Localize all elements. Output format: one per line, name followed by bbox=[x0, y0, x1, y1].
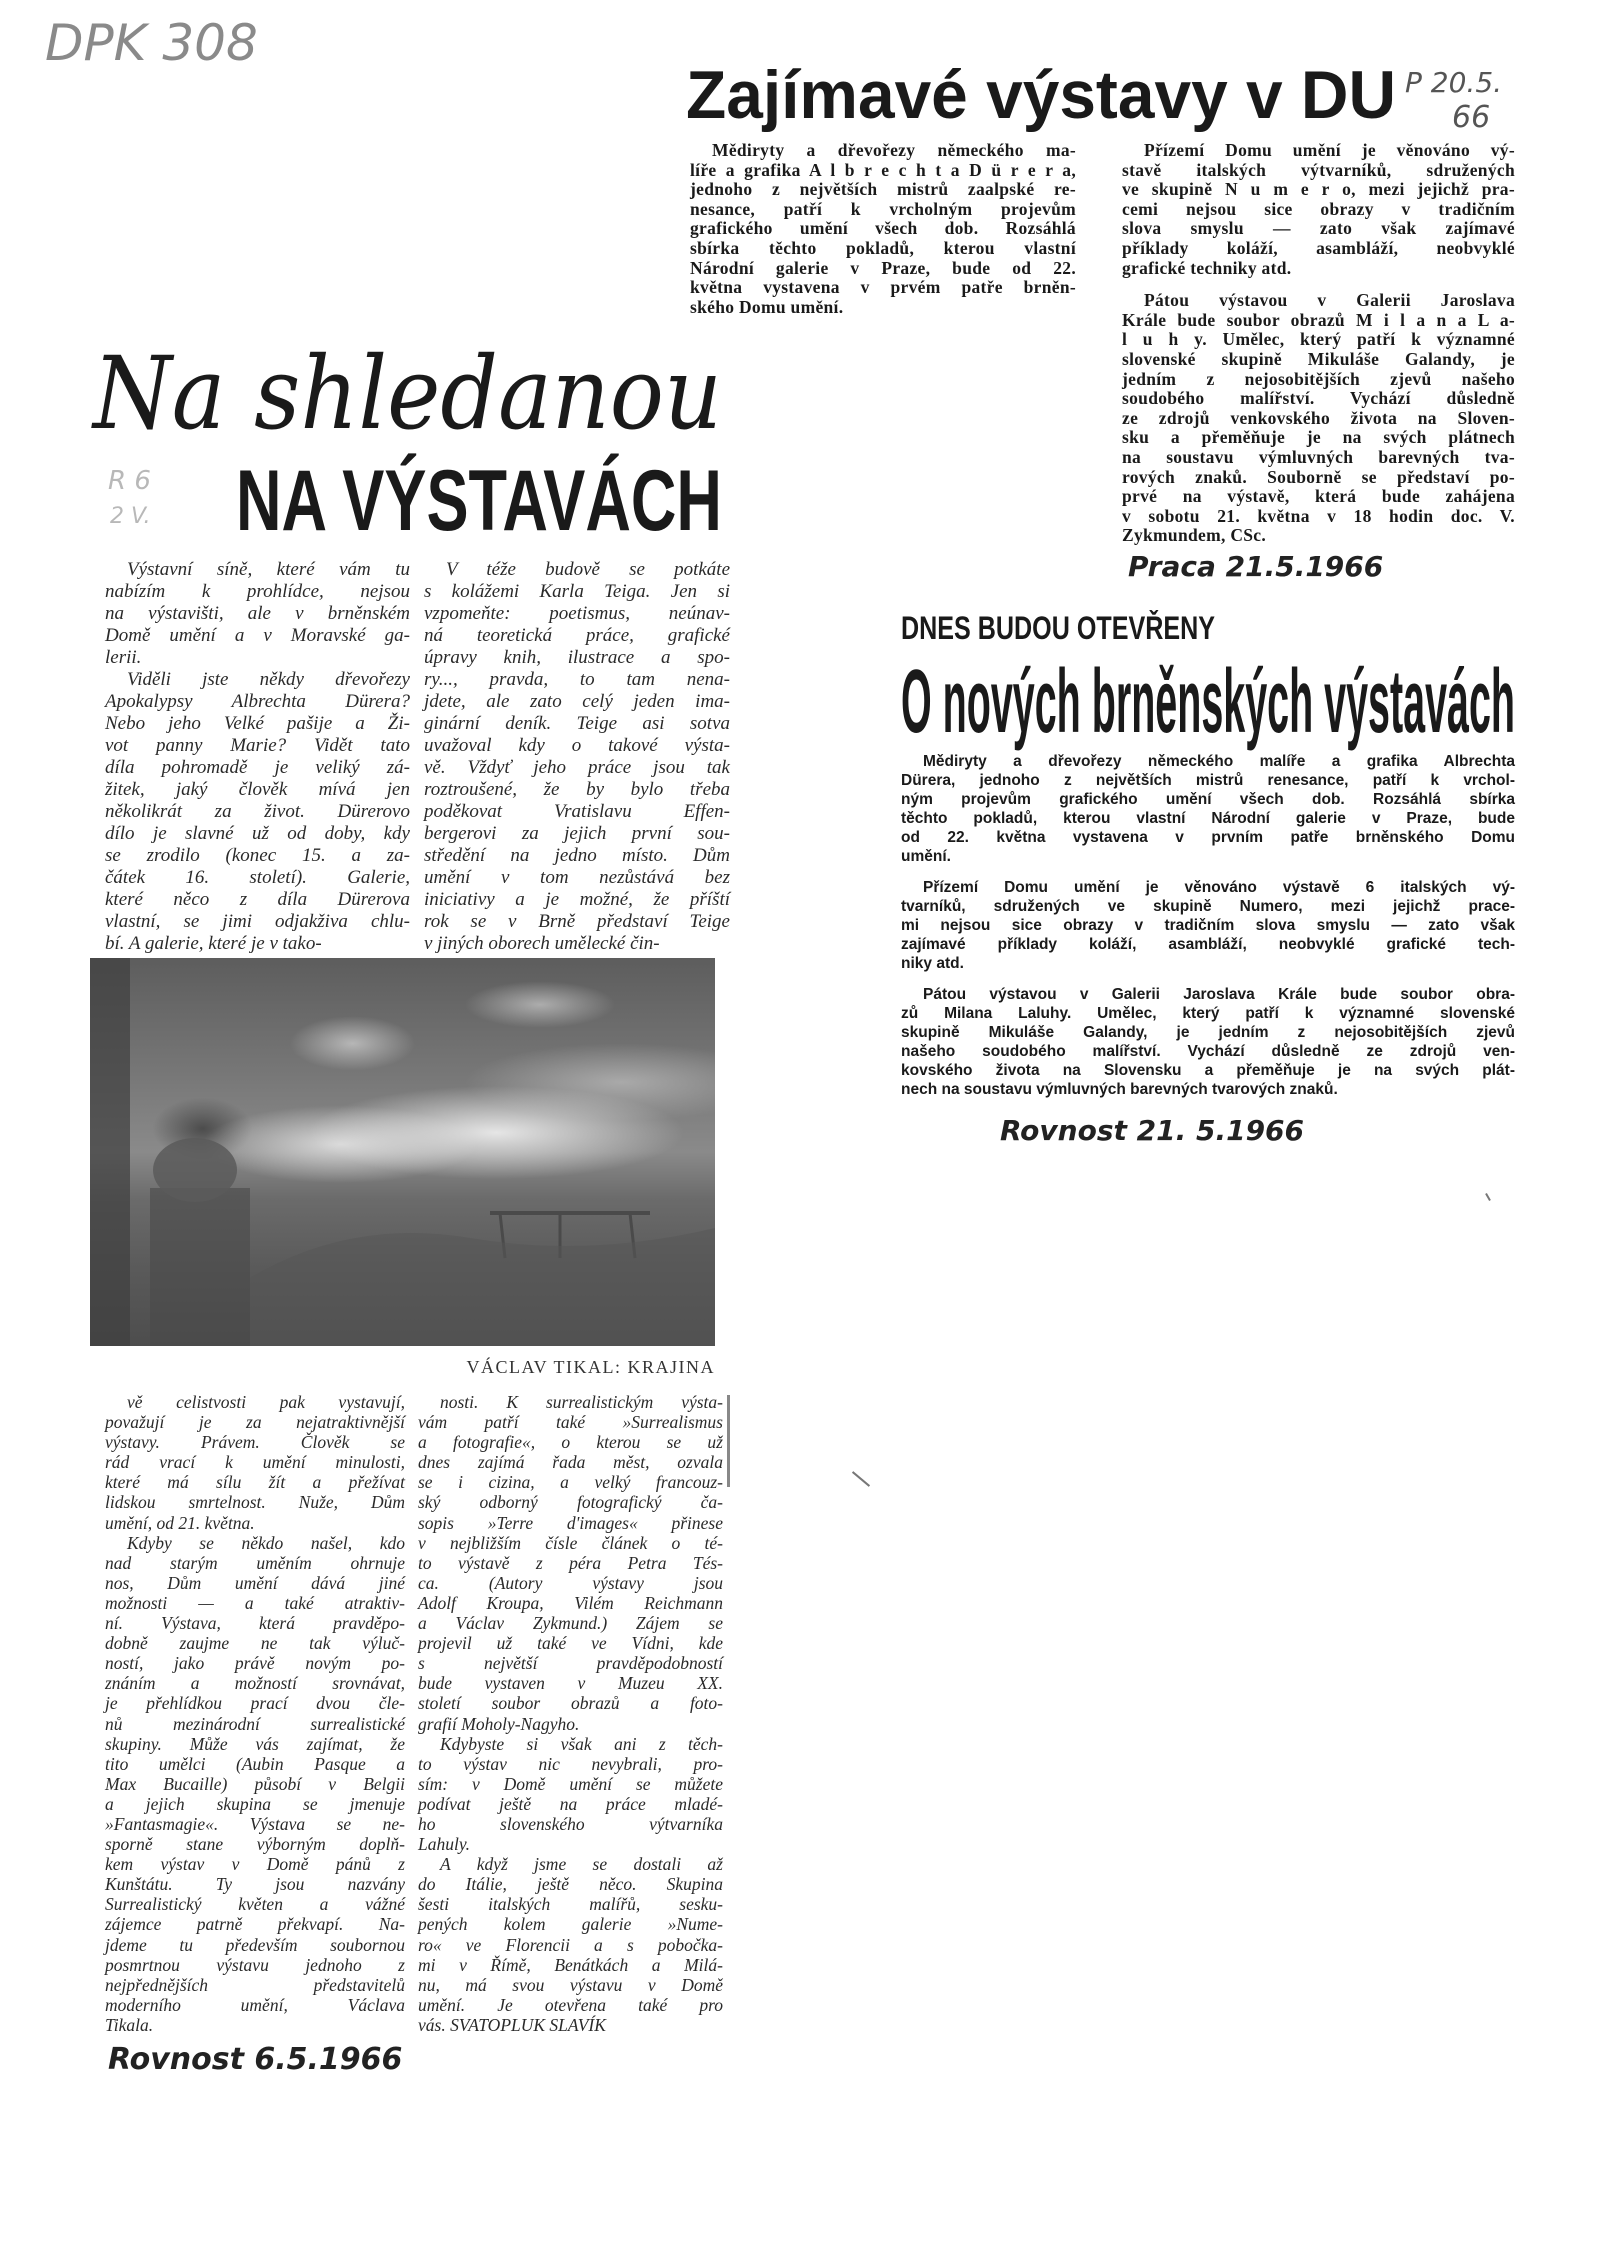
text-line: Národní galerie v Praze, bude od 22. bbox=[690, 257, 1076, 278]
text-line: sbírka těchto pokladů, kterou vlastní bbox=[690, 237, 1076, 258]
paragraph bbox=[1122, 291, 1515, 546]
text-line: sku a přeměňuje je na svých plátnech bbox=[1122, 427, 1515, 448]
text-line: skupině Mikuláše Galandy, je jedním z nejosobitějších zjevů bbox=[901, 1024, 1515, 1041]
text-line: na výstavišti, ale v brněnském bbox=[105, 603, 410, 624]
text-line: V téže budově se potkáte bbox=[446, 559, 730, 580]
text-line: Domě umění a v Moravské ga- bbox=[105, 625, 410, 646]
stray-mark bbox=[1485, 1193, 1491, 1201]
text-line: slova smyslu — zato však zajímavé bbox=[1122, 218, 1515, 239]
source-date-handwritten: Rovnost 21. 5.1966 bbox=[1000, 1114, 1305, 1147]
text-line: Výstavní síně, které vám tu bbox=[127, 559, 410, 580]
text-line: Nebo jeho Velké pašije a Ži- bbox=[105, 713, 410, 734]
text-line: Max Bucaille) působí v Belgii bbox=[105, 1773, 405, 1794]
text-line: podívat ještě na práce mladé- bbox=[418, 1793, 723, 1814]
text-line: čátek 16. století). Galerie, bbox=[105, 867, 410, 888]
article-body bbox=[901, 752, 1515, 1099]
text-line: našeho soudobého malířství. Vychází důsledně ze zdrojů ven- bbox=[901, 1043, 1515, 1060]
text-line: nosti. K surrealistickým výsta- bbox=[440, 1392, 723, 1412]
pencil-mark: R 6 bbox=[108, 466, 151, 496]
landscape-illustration bbox=[90, 958, 715, 1346]
text-line: iniciativy a je možné, že příští bbox=[424, 889, 730, 910]
article-column bbox=[418, 1392, 723, 2035]
text-line: dílo je slavné už od doby, kdy bbox=[105, 823, 410, 844]
article-column bbox=[105, 559, 410, 955]
text-line: tito umělci (Aubin Pasque a bbox=[105, 1753, 405, 1774]
text-line: a Václav Zykmund.) Zájem se bbox=[418, 1613, 723, 1634]
text-line: nů mezinárodní surrealistické bbox=[105, 1713, 405, 1734]
text-line: ského Domu umění. bbox=[690, 296, 844, 317]
paragraph bbox=[901, 752, 1515, 866]
text-line: příklady koláží, asambláží, neobvyklé bbox=[1122, 237, 1515, 258]
text-line: sopis »Terre d'images« přinese bbox=[418, 1512, 723, 1533]
paragraph bbox=[105, 669, 410, 955]
text-line: bí. A galerie, které je v tako- bbox=[105, 933, 322, 954]
text-line: se zrodilo (konec 15. a za- bbox=[105, 845, 410, 866]
article-title bbox=[901, 652, 1515, 752]
paragraph bbox=[105, 1392, 405, 1533]
paragraph bbox=[901, 878, 1515, 973]
text-line: Přízemí Domu umění je věnováno výstavě 6 italských vý- bbox=[923, 879, 1515, 896]
text-line: vás. SVATOPLUK SLAVÍK bbox=[418, 2014, 606, 2035]
text-line: znáním a možností srovnávat, bbox=[105, 1673, 405, 1694]
text-line: v nejbližším čísle článek o té- bbox=[418, 1532, 723, 1553]
text-line: rok se v Brně představí Teige bbox=[424, 911, 730, 932]
text-line: které má sílu žít a přežívat bbox=[105, 1472, 405, 1493]
text-line: Apokalypsy Albrechta Dürera? bbox=[105, 691, 410, 712]
text-line: poděkovat Vratislavu Effen- bbox=[424, 801, 730, 822]
text-line: to výstav nic nevybrali, pro- bbox=[418, 1753, 723, 1774]
text-line: Pátou výstavou v Galerii Jaroslava Krále bude soubor obra- bbox=[923, 986, 1515, 1003]
text-line: ná teoretická práce, grafické bbox=[424, 625, 730, 646]
text-line: Kunštátu. Ty jsou nazvány bbox=[105, 1874, 405, 1895]
text-line: umění, od 21. května. bbox=[105, 1512, 255, 1533]
text-line: Viděli jste někdy dřevořezy bbox=[127, 669, 410, 690]
text-line: vzpomeňte: poetismus, neúnav- bbox=[424, 603, 730, 624]
text-line: Krále bude soubor obrazů M i l a n a L a- bbox=[1122, 309, 1515, 330]
pencil-mark: 2 V. bbox=[110, 504, 151, 529]
text-line: slovenské skupině Mikuláše Galandy, je bbox=[1122, 348, 1515, 369]
text-line: nesance, patří k vrcholným projevům bbox=[690, 198, 1076, 219]
text-line: úpravy knih, ilustrace a spo- bbox=[424, 647, 730, 668]
text-line: jednoho z největších mistrů zaalpské re- bbox=[690, 179, 1076, 200]
article-kicker-text: DNES BUDOU OTEVŘENY bbox=[901, 610, 1215, 646]
text-line: a fotografie«, o kterou se už bbox=[418, 1432, 723, 1453]
text-line: líře a grafika A l b r e c h t a D ü r e r a, bbox=[690, 159, 1076, 180]
text-line: lerii. bbox=[105, 647, 142, 668]
photo-caption: VÁCLAV TIKAL: KRAJINA bbox=[466, 1357, 715, 1377]
text-line: žitek, jaký člověk mívá jen bbox=[105, 779, 410, 800]
text-line: vám patří také »Surrealismus bbox=[418, 1412, 723, 1433]
text-line: grafické techniky atd. bbox=[1122, 257, 1292, 278]
text-line: niky atd. bbox=[901, 955, 964, 972]
text-line: vě. Vždyť jeho práce jsou tak bbox=[424, 757, 730, 778]
paragraph bbox=[105, 1533, 405, 2035]
text-line: Přízemí Domu umění je věnováno vý- bbox=[1144, 140, 1515, 160]
text-line: Kdybyste si však ani z těch- bbox=[440, 1733, 723, 1754]
paragraph bbox=[105, 559, 410, 669]
text-line: těchto pokladů, kterou vlastní Národní galerie v Praze, bude bbox=[901, 810, 1515, 827]
text-line: soudobého malířství. Vychází důsledně bbox=[1122, 388, 1515, 409]
text-line: dobně zaujme ne tak výluč- bbox=[105, 1633, 405, 1654]
text-line: sporně stane výborným doplň- bbox=[105, 1834, 405, 1855]
script-headline bbox=[93, 335, 722, 452]
text-line: ností, jako právě novým po- bbox=[105, 1653, 405, 1674]
text-line: v sobotu 21. května v 18 hodin doc. V. bbox=[1122, 505, 1515, 526]
text-line: mi v Římě, Benátkách a Milá- bbox=[418, 1954, 723, 1975]
text-line: výstavy. Právem. Člověk se bbox=[105, 1432, 405, 1453]
text-line: možnosti — a také atraktiv- bbox=[105, 1592, 405, 1613]
article-column bbox=[424, 559, 730, 955]
text-line: uvažoval kdy o takové výsta- bbox=[424, 735, 730, 756]
paragraph bbox=[418, 1734, 723, 1855]
article-title-text: O nových brněnských výstavách bbox=[901, 652, 1515, 752]
text-line: umění. Je otevřena také pro bbox=[418, 1994, 723, 2015]
text-line: Pátou výstavou v Galerii Jaroslava bbox=[1144, 290, 1515, 311]
text-line: šesti italských malířů, sesku- bbox=[418, 1894, 723, 1915]
text-line: několikrát za život. Dürerovo bbox=[105, 801, 410, 822]
text-line: nos, Dům umění dává jiné bbox=[105, 1572, 405, 1593]
text-line: které něco z díla Dürerova bbox=[105, 889, 410, 910]
text-line: kem výstav v Domě pánů z bbox=[105, 1854, 405, 1875]
text-line: Lahuly. bbox=[418, 1834, 471, 1855]
painting-photo bbox=[90, 958, 715, 1346]
text-line: století soubor obrazů a foto- bbox=[418, 1693, 723, 1714]
text-line: středění na jedno místo. Dům bbox=[424, 845, 730, 866]
text-line: ho slovenského výtvarníka bbox=[418, 1813, 723, 1834]
text-line: a jejich skupina se jmenuje bbox=[105, 1793, 405, 1814]
text-line: nu, má svou výstavu v Domě bbox=[418, 1974, 723, 1995]
script-headline-text: Na shledanou bbox=[93, 335, 722, 452]
text-line: posmrtnou výstavu jednoho z bbox=[105, 1954, 405, 1975]
source-date-handwritten: Praca 21.5.1966 bbox=[1128, 550, 1384, 583]
source-date-handwritten: Rovnost 6.5.1966 bbox=[108, 2042, 403, 2077]
text-line: A když jsme se dostali až bbox=[440, 1854, 723, 1875]
text-line: jdeme tu především soubornou bbox=[105, 1934, 405, 1955]
article-title bbox=[686, 56, 1396, 134]
text-line: projevil už také ve Vídni, kde bbox=[418, 1633, 723, 1654]
text-line: rových znaků. Souborně se představí po- bbox=[1122, 466, 1515, 487]
stray-mark bbox=[852, 1471, 870, 1487]
text-line: nad starým uměním ohrnuje bbox=[105, 1552, 405, 1573]
clipping-edge bbox=[727, 1395, 730, 1487]
text-line: umění. bbox=[901, 848, 951, 865]
text-line: cemi nejsou sice obrazy v tradičním bbox=[1122, 198, 1515, 219]
text-line: vot panny Marie? Vidět tato bbox=[105, 735, 410, 756]
article-title-text: Zajímavé výstavy v DU bbox=[686, 57, 1396, 133]
article-column bbox=[690, 141, 1076, 317]
text-line: umění v tom nezůstává bez bbox=[424, 867, 730, 888]
text-line: lidskou smrtelnost. Nuže, Dům bbox=[105, 1492, 405, 1513]
text-line: ní. Výstava, která pravděpo- bbox=[105, 1613, 405, 1634]
text-line: to výstavě z péra Petra Tés- bbox=[418, 1552, 723, 1573]
text-line: prvé na výstavě, která bude zahájena bbox=[1122, 486, 1515, 507]
text-line: roztroušené, že by bylo třeba bbox=[424, 779, 730, 800]
text-line: »Fantasmagie«. Výstava se ne- bbox=[105, 1813, 405, 1834]
text-line: dnes zajímá řada měst, ozvala bbox=[418, 1452, 723, 1473]
text-line: ve skupině N u m e r o, mezi jejichž pra- bbox=[1122, 179, 1515, 200]
text-line: sím: v Domě umění se můžete bbox=[418, 1773, 723, 1794]
text-line: zajímavé příklady koláží, asambláží, neobvyklé grafické tech- bbox=[901, 936, 1515, 953]
text-line: se i cizina, a velký francouz- bbox=[418, 1472, 723, 1493]
text-line: vě celistvosti pak vystavují, bbox=[127, 1392, 405, 1412]
text-line: Mědiryty a dřevořezy německého malíře a grafika Albrechta bbox=[923, 753, 1515, 770]
text-line: nabízím k prohlídce, nejsou bbox=[105, 581, 410, 602]
text-line: Zykmundem, CSc. bbox=[1122, 525, 1267, 546]
text-line: Adolf Kroupa, Vilém Reichmann bbox=[418, 1592, 723, 1613]
text-line: Kdyby se někdo našel, kdo bbox=[127, 1532, 405, 1553]
text-line: od 22. května vystavena v prvním patře brněnského Domu bbox=[901, 829, 1515, 846]
text-line: v jiných oborech umělecké čin- bbox=[424, 933, 660, 954]
text-line: nech na soustavu výmluvných barevných tvarových znaků. bbox=[901, 1081, 1338, 1098]
text-line: stavě italských výtvarníků, sdružených bbox=[1122, 159, 1515, 180]
text-line: ze zdrojů venkovského života na Sloven- bbox=[1122, 407, 1515, 428]
text-line: kovského života na Slovensku a přeměňuje je na svých plát- bbox=[901, 1062, 1515, 1079]
text-line: zů Milana Laluhy. Umělec, který patří k významné slovenské bbox=[901, 1005, 1515, 1022]
paragraph bbox=[690, 141, 1076, 317]
text-line: Tikala. bbox=[105, 2014, 154, 2035]
text-line: je přehlídkou prací dvou čle- bbox=[105, 1693, 405, 1714]
archive-number-handwritten: DPK 308 bbox=[45, 14, 258, 72]
article-column bbox=[105, 1392, 405, 2035]
year-handwritten: 66 bbox=[1452, 100, 1491, 135]
text-line: jedním z nejosobitějších zjevů našeho bbox=[1122, 368, 1515, 389]
caps-headline bbox=[236, 452, 722, 550]
text-line: ro« ve Florencii a s pobočka- bbox=[418, 1934, 723, 1955]
paragraph bbox=[418, 1392, 723, 1734]
text-line: nejpřednějších představitelů bbox=[105, 1974, 405, 1995]
text-line: považují je za nejatraktivnější bbox=[105, 1412, 405, 1433]
text-line: jdete, ale zato celý jeden ima- bbox=[424, 691, 730, 712]
text-line: s kolážemi Karla Teiga. Jen si bbox=[424, 581, 730, 602]
text-line: pených kolem galerie »Nume- bbox=[418, 1914, 723, 1935]
text-line: zájemce patrně překvapí. Na- bbox=[105, 1914, 405, 1935]
text-line: moderního umění, Václava bbox=[105, 1994, 405, 2015]
text-line: grafií Moholy-Nagyho. bbox=[418, 1713, 580, 1734]
paragraph bbox=[1122, 141, 1515, 278]
text-line: rád vrací k umění minulosti, bbox=[105, 1452, 405, 1473]
text-line: bude vystaven v Muzeu XX. bbox=[418, 1673, 723, 1694]
text-line: mi nejsou sice obrazy v tradičním slova smyslu — zato však bbox=[901, 917, 1515, 934]
text-line: grafického umění všech dob. Rozsáhlá bbox=[690, 218, 1076, 239]
text-line: díla pohromadě je veliký zá- bbox=[105, 757, 410, 778]
caps-headline-text: NA VÝSTAVÁCH bbox=[236, 453, 722, 549]
text-line: na soustavu výmluvných barevných tva- bbox=[1122, 446, 1515, 467]
text-line: Dürera, jednoho z největších mistrů renesance, patří k vrchol- bbox=[901, 772, 1515, 789]
text-line: bergerovi za jejich první sou- bbox=[424, 823, 730, 844]
text-line: s největší pravděpodobností bbox=[418, 1653, 723, 1674]
article-kicker bbox=[901, 611, 1215, 645]
text-line: ca. (Autory výstavy jsou bbox=[418, 1572, 723, 1593]
paragraph bbox=[901, 985, 1515, 1099]
text-line: Surrealistický květen a vážné bbox=[105, 1894, 405, 1915]
text-line: vlastní, se jimi odjakživa chlu- bbox=[105, 911, 410, 932]
text-line: ský odborný fotografický ča- bbox=[418, 1492, 723, 1513]
article-column bbox=[1122, 141, 1515, 546]
text-line: Mědiryty a dřevořezy německého ma- bbox=[712, 140, 1076, 160]
text-line: l u h y. Umělec, který patří k významné bbox=[1122, 329, 1515, 350]
text-line: ginární deník. Teige asi sotva bbox=[424, 713, 730, 734]
text-line: května vystavena v prvém patře brněn- bbox=[690, 277, 1076, 298]
text-line: ry..., pravda, to tam nena- bbox=[424, 669, 730, 690]
text-line: tvarníků, sdružených ve skupině Numero, mezi jejichž prace- bbox=[901, 898, 1515, 915]
paragraph bbox=[424, 559, 730, 955]
text-line: ným projevům grafického umění všech dob. Rozsáhlá sbírka bbox=[901, 791, 1515, 808]
text-line: skupiny. Může vás zajímat, že bbox=[105, 1733, 405, 1754]
text-line: do Itálie, ještě něco. Skupina bbox=[418, 1874, 723, 1895]
date-handwritten: P 20.5. bbox=[1405, 66, 1503, 99]
paragraph bbox=[418, 1854, 723, 2035]
